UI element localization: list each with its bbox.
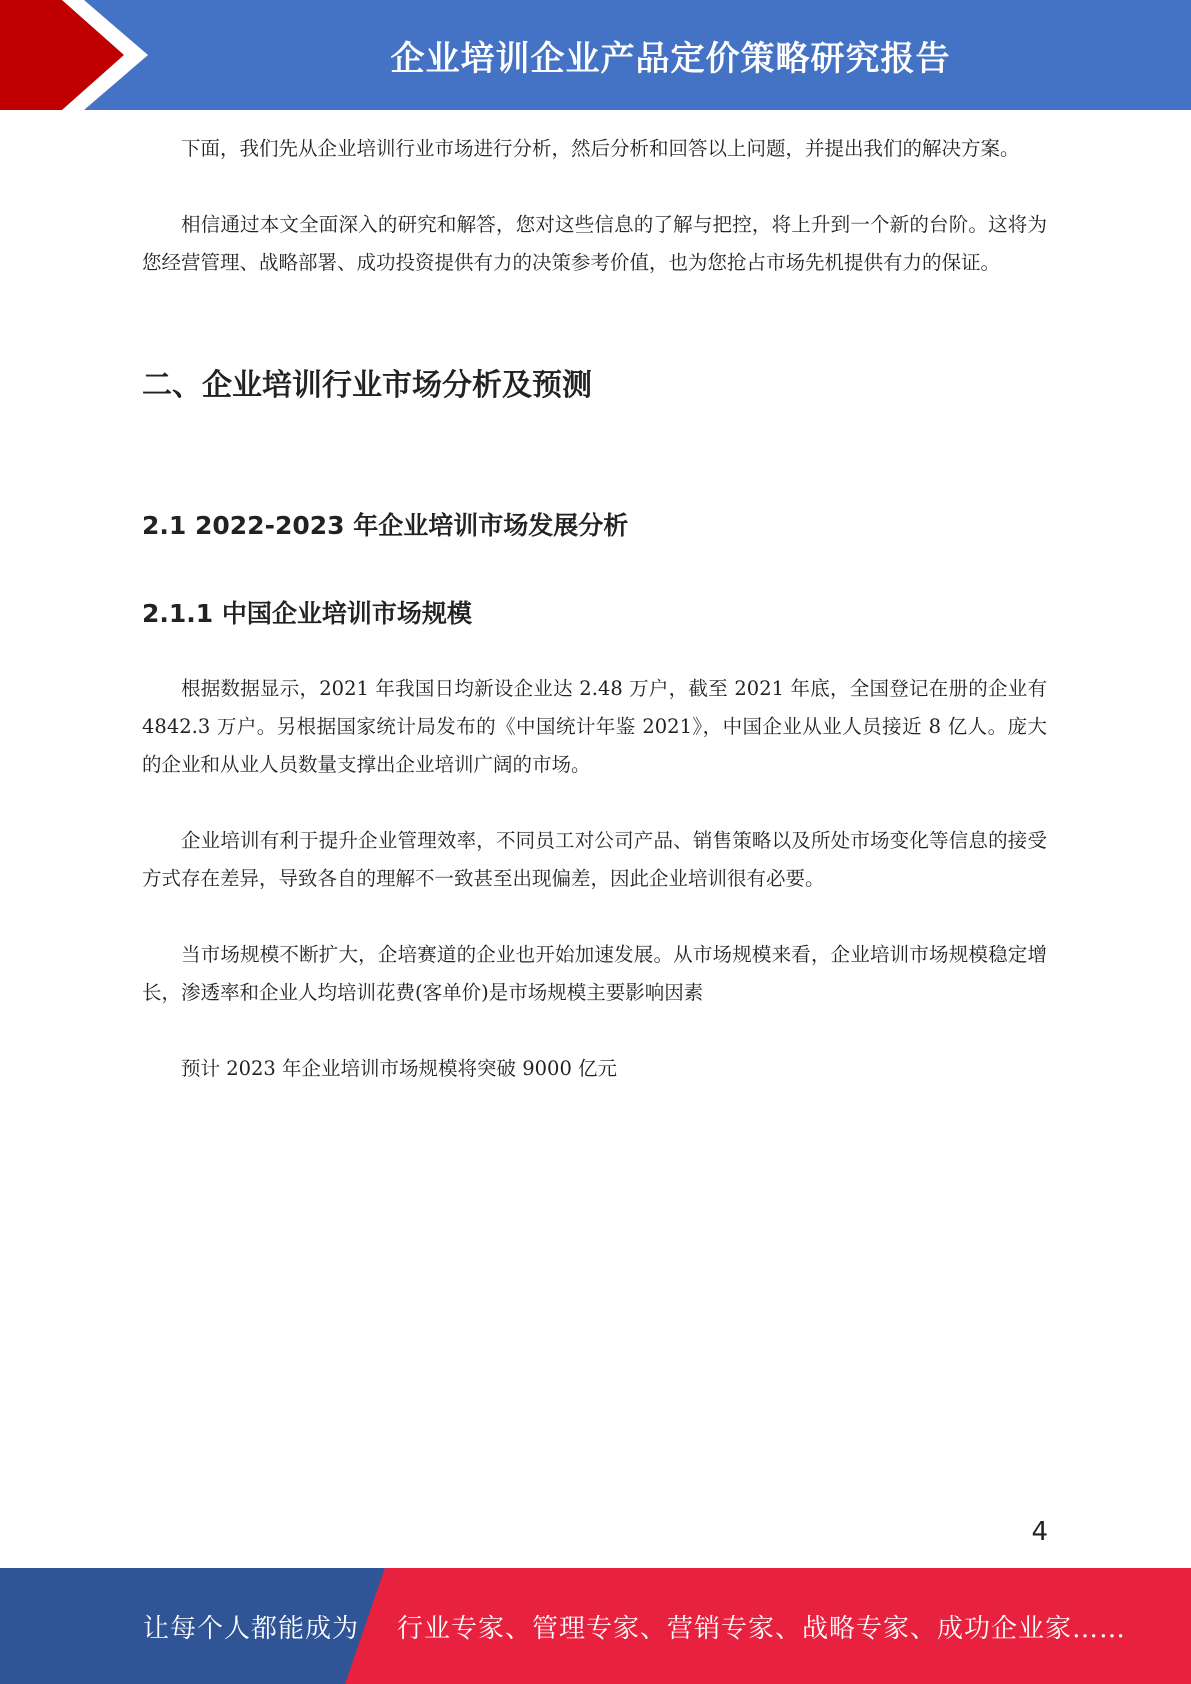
body-paragraph-4: 预计 2023 年企业培训市场规模将突破 9000 亿元 bbox=[181, 1057, 618, 1080]
header-arrow-decoration bbox=[0, 0, 160, 110]
page-content bbox=[142, 130, 1047, 1088]
section-heading: 二、企业培训行业市场分析及预测 bbox=[142, 368, 592, 403]
body-paragraph-2: 企业培训有利于提升企业管理效率，不同员工对公司产品、销售策略以及所处市场变化等信息的接受方式存在差异，导致各自的理解不一致甚至出现偏差，因此企业培训很有必要。 bbox=[142, 829, 1047, 890]
page-number: 4 bbox=[1031, 1517, 1048, 1547]
footer-slogan-left: 让每个人都能成为 bbox=[143, 1613, 360, 1644]
intro-paragraph-2: 相信通过本文全面深入的研究和解答，您对这些信息的了解与把控，将上升到一个新的台阶。这将为您经营管理、战略部署、成功投资提供有力的决策参考价值，也为您抢占市场先机提供有力的保证。 bbox=[142, 213, 1047, 274]
body-paragraph-1: 根据数据显示，2021 年我国日均新设企业达 2.48 万户，截至 2021 年底，全国登记在册的企业有 4842.3 万户。另根据国家统计局发布的《中国统计年鉴 2021》，中国企业从业人员接近 8 亿人。庞大的企业和从业人员数量支撑出企业培训广阔的市场。 bbox=[142, 677, 1047, 776]
report-title: 企业培训企业产品定价策略研究报告 bbox=[390, 38, 951, 79]
subsubsection-heading: 2.1.1 中国企业培训市场规模 bbox=[142, 599, 472, 628]
footer-banner bbox=[0, 1568, 1191, 1684]
footer-slogan-right: 行业专家、管理专家、营销专家、战略专家、成功企业家…… bbox=[397, 1613, 1127, 1644]
header-banner bbox=[0, 0, 1191, 110]
intro-paragraph-1: 下面，我们先从企业培训行业市场进行分析，然后分析和回答以上问题，并提出我们的解决方案。 bbox=[181, 137, 1020, 160]
body-paragraph-3: 当市场规模不断扩大，企培赛道的企业也开始加速发展。从市场规模来看，企业培训市场规模稳定增长，渗透率和企业人均培训花费(客单价)是市场规模主要影响因素 bbox=[142, 943, 1047, 1004]
subsection-heading: 2.1 2022-2023 年企业培训市场发展分析 bbox=[142, 511, 629, 540]
